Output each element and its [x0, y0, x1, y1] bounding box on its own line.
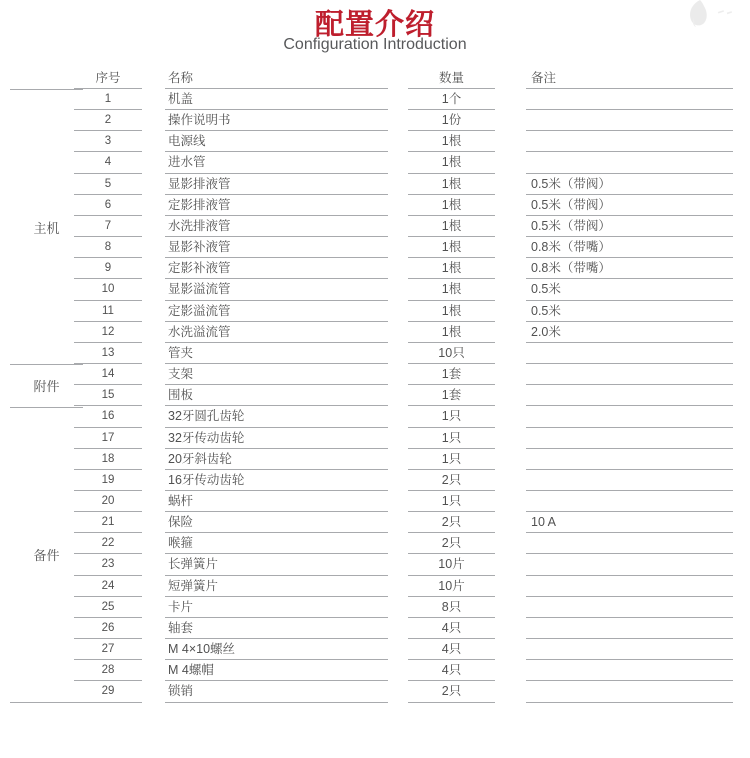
row-name: 显影溢流管: [165, 279, 388, 300]
row-qty: 1根: [408, 174, 495, 195]
row-name: 定影补液管: [165, 258, 388, 279]
row-remark: 0.8米（带嘴）: [526, 258, 733, 279]
row-name: 锁销: [165, 681, 388, 702]
row-qty: 1根: [408, 152, 495, 173]
row-qty: 1根: [408, 195, 495, 216]
row-qty: 2只: [408, 470, 495, 491]
table-row: [0, 385, 750, 406]
row-qty: 1套: [408, 364, 495, 385]
row-serial: 20: [74, 491, 142, 512]
row-remark: [526, 470, 733, 491]
row-remark: [526, 449, 733, 470]
page-subtitle: Configuration Introduction: [283, 36, 467, 53]
row-serial: 17: [74, 428, 142, 449]
row-name: 定影排液管: [165, 195, 388, 216]
table-header-row: [0, 68, 750, 89]
column-header-serial: 序号: [74, 68, 142, 89]
row-name: 32牙传动齿轮: [165, 428, 388, 449]
table-rows: [0, 89, 750, 703]
table-row: [0, 174, 750, 195]
table-row: [0, 89, 750, 110]
row-remark: [526, 110, 733, 131]
row-name: 32牙圆孔齿轮: [165, 406, 388, 427]
row-remark: [526, 406, 733, 427]
row-serial: 19: [74, 470, 142, 491]
row-qty: 10片: [408, 554, 495, 575]
row-remark: [526, 131, 733, 152]
row-serial: 4: [74, 152, 142, 173]
row-name: 喉箍: [165, 533, 388, 554]
row-name: 水洗溢流管: [165, 322, 388, 343]
table-row: [0, 195, 750, 216]
row-qty: 2只: [408, 512, 495, 533]
row-serial: 29: [74, 681, 142, 702]
row-serial: 22: [74, 533, 142, 554]
table-row: [0, 681, 750, 702]
group-label: 附件: [33, 379, 60, 395]
row-qty: 1套: [408, 385, 495, 406]
row-qty: 4只: [408, 639, 495, 660]
row-remark: 0.8米（带嘴）: [526, 237, 733, 258]
row-serial: 28: [74, 660, 142, 681]
column-header-qty: 数量: [408, 68, 495, 89]
row-serial: 2: [74, 110, 142, 131]
row-remark: [526, 597, 733, 618]
row-name: 电源线: [165, 131, 388, 152]
row-serial: 16: [74, 406, 142, 427]
table-row: [0, 237, 750, 258]
row-name: 蜗杆: [165, 491, 388, 512]
row-qty: 1根: [408, 216, 495, 237]
row-remark: [526, 343, 733, 364]
row-serial: 12: [74, 322, 142, 343]
row-serial: 24: [74, 576, 142, 597]
group-box: [10, 89, 83, 364]
table-row: [0, 322, 750, 343]
table-row: [0, 512, 750, 533]
row-remark: [526, 385, 733, 406]
row-name: 围板: [165, 385, 388, 406]
row-remark: [526, 364, 733, 385]
row-serial: 25: [74, 597, 142, 618]
row-name: M 4螺帽: [165, 660, 388, 681]
row-remark: 2.0米: [526, 322, 733, 343]
column-header-remark: 备注: [526, 68, 733, 89]
row-qty: 2只: [408, 681, 495, 702]
row-qty: 1根: [408, 258, 495, 279]
watermark-swoosh-icon: [678, 0, 738, 34]
row-serial: 8: [74, 237, 142, 258]
row-qty: 1根: [408, 131, 495, 152]
table-row: [0, 216, 750, 237]
table-row: [0, 152, 750, 173]
table-row: [0, 660, 750, 681]
group-label: 备件: [33, 548, 60, 564]
row-serial: 11: [74, 301, 142, 322]
row-name: 管夹: [165, 343, 388, 364]
table-row: [0, 491, 750, 512]
row-serial: 13: [74, 343, 142, 364]
row-serial: 10: [74, 279, 142, 300]
row-serial: 18: [74, 449, 142, 470]
row-serial: 27: [74, 639, 142, 660]
row-qty: 10只: [408, 343, 495, 364]
table-row: [0, 131, 750, 152]
row-serial: 15: [74, 385, 142, 406]
table-row: [0, 576, 750, 597]
table-row: [0, 364, 750, 385]
row-qty: 2只: [408, 533, 495, 554]
row-serial: 5: [74, 174, 142, 195]
row-remark: [526, 89, 733, 110]
row-name: 卡片: [165, 597, 388, 618]
row-remark: [526, 554, 733, 575]
table-row: [0, 258, 750, 279]
row-qty: 8只: [408, 597, 495, 618]
table-row: [0, 597, 750, 618]
row-remark: 10 A: [526, 512, 733, 533]
row-serial: 26: [74, 618, 142, 639]
row-name: 支架: [165, 364, 388, 385]
row-serial: 21: [74, 512, 142, 533]
row-name: 操作说明书: [165, 110, 388, 131]
table-row: [0, 449, 750, 470]
row-name: 水洗排液管: [165, 216, 388, 237]
row-remark: 0.5米: [526, 279, 733, 300]
row-name: 短弹簧片: [165, 576, 388, 597]
row-serial: 1: [74, 89, 142, 110]
group-label: 主机: [33, 220, 60, 236]
table-row: [0, 279, 750, 300]
row-remark: 0.5米（带阀）: [526, 174, 733, 195]
row-serial: 3: [74, 131, 142, 152]
row-qty: 1个: [408, 89, 495, 110]
row-qty: 1根: [408, 237, 495, 258]
row-name: 16牙传动齿轮: [165, 470, 388, 491]
row-remark: 0.5米（带阀）: [526, 216, 733, 237]
row-qty: 4只: [408, 660, 495, 681]
row-qty: 1份: [408, 110, 495, 131]
row-qty: 1根: [408, 301, 495, 322]
column-header-name: 名称: [165, 68, 388, 89]
table-row: [0, 618, 750, 639]
table-row: [0, 343, 750, 364]
row-name: 20牙斜齿轮: [165, 449, 388, 470]
row-name: 机盖: [165, 89, 388, 110]
row-name: M 4×10螺丝: [165, 639, 388, 660]
row-qty: 1根: [408, 279, 495, 300]
table-row: [0, 639, 750, 660]
row-name: 长弹簧片: [165, 554, 388, 575]
row-remark: [526, 618, 733, 639]
row-qty: 1只: [408, 491, 495, 512]
row-remark: [526, 576, 733, 597]
row-qty: 1根: [408, 322, 495, 343]
row-remark: 0.5米: [526, 301, 733, 322]
row-qty: 1只: [408, 406, 495, 427]
page-title: 配置介绍: [314, 9, 435, 41]
row-serial: 14: [74, 364, 142, 385]
row-remark: 0.5米（带阀）: [526, 195, 733, 216]
row-remark: [526, 428, 733, 449]
row-name: 进水管: [165, 152, 388, 173]
table-row: [0, 554, 750, 575]
row-remark: [526, 660, 733, 681]
group-box: [10, 407, 83, 703]
row-serial: 7: [74, 216, 142, 237]
row-serial: 9: [74, 258, 142, 279]
table-row: [0, 533, 750, 554]
row-serial: 6: [74, 195, 142, 216]
row-qty: 1只: [408, 428, 495, 449]
row-remark: [526, 639, 733, 660]
table-row: [0, 406, 750, 427]
row-qty: 1只: [408, 449, 495, 470]
row-name: 保险: [165, 512, 388, 533]
row-remark: [526, 152, 733, 173]
row-name: 轴套: [165, 618, 388, 639]
row-qty: 10片: [408, 576, 495, 597]
row-remark: [526, 533, 733, 554]
table-row: [0, 301, 750, 322]
row-name: 定影溢流管: [165, 301, 388, 322]
row-qty: 4只: [408, 618, 495, 639]
row-serial: 23: [74, 554, 142, 575]
row-remark: [526, 491, 733, 512]
row-name: 显影补液管: [165, 237, 388, 258]
table-row: [0, 110, 750, 131]
group-box: [10, 364, 83, 406]
table-row: [0, 428, 750, 449]
table-row: [0, 470, 750, 491]
row-remark: [526, 681, 733, 702]
row-name: 显影排液管: [165, 174, 388, 195]
